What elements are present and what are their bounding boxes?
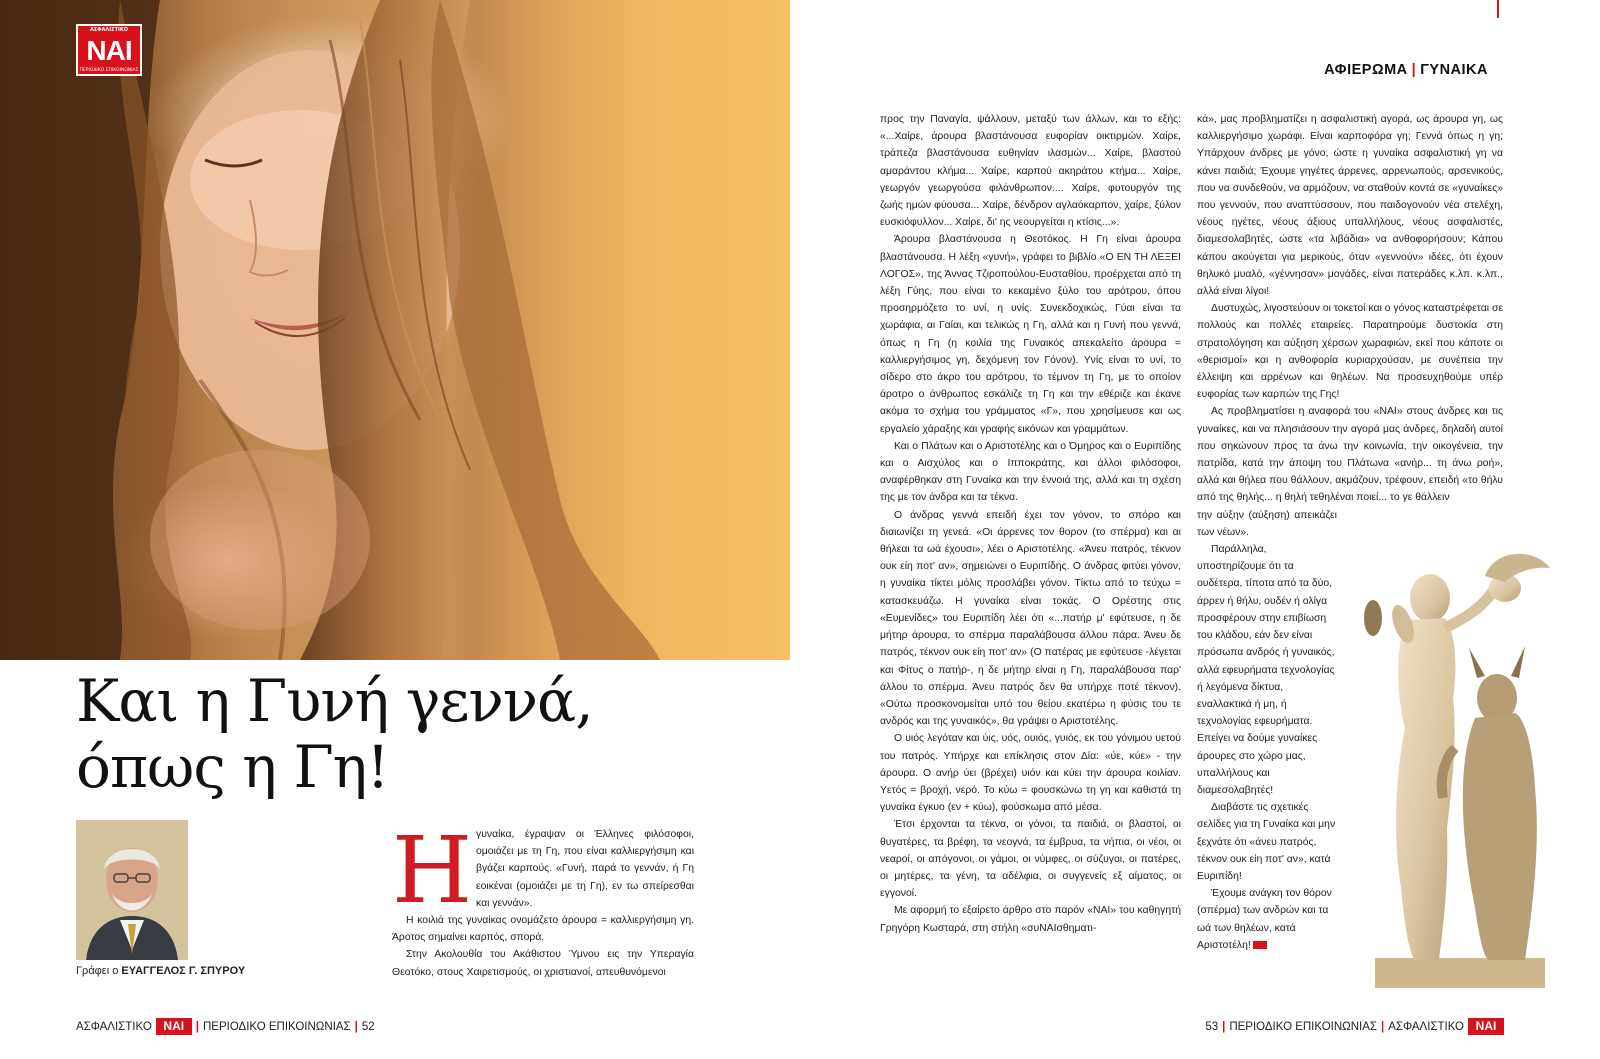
column-b-paragraph: Διαβάστε τις σχετικές σελίδες για τη Γυναίκα και μην ξεχνάτε ότι «άνευ πατρός, τέκνον ουκ είη ποτ' αν», κατά Ευριπίδη!	[1197, 802, 1336, 882]
column-a-paragraph: Ο άνδρας γεννά επειδή έχει τον γόνον, το σπόρο και διαιωνίζει τη γενεά. «Οι άρρενες τον θορον (το σπέρμα) και αι θήλεαι τα ωά έχουσι», λέει ο Αριστοτέλης. «Άνευ πατρός, τέκνον ουκ είη ποτ' αν», σημειώνει ο Ευριπίδης. Ο άνδρας φιτύει γόνον, η γυναίκα τίκτει μόλις προσλάβει γόνον. Τίκτω από το τεύχω = κατασκευάζω. Η γυναίκα είναι τοκάς. Ο Ορέστης στις «Ευμενίδες» του Ευριπίδη λέει ότι «...πατήρ μ' εφύτευσε, η δε μήτηρ άρουρα, το σπέρμα παραλάβουσα άλλου πάρα. Άνευ δε πατρός, τέκνον ουκ είη ποτ' αν» (Ο πατέρας με εφύτευσε -λέγεται και Φίτυς ο πατήρ-, η δε μήτηρ είναι η Γη, παραλάβουσα παρ' άλλου το σπέρμα. Άνευ πατρός δεν θα υπήρχε ποτέ τέκνον). «Ούτω προσκονομείται υπό του θείου εκατέρω η φύσις του τε ανδρός και της γυναικός», θα γράψει ο Αριστοτέλης.	[880, 509, 1181, 728]
byline-prefix: Γράφει ο	[76, 965, 119, 977]
byline	[76, 965, 245, 977]
author-name: ΕΥΑΓΓΕΛΟΣ Γ. ΣΠΥΡΟΥ	[121, 965, 246, 977]
section-separator: |	[1411, 62, 1417, 78]
column-a-paragraph: Και ο Πλάτων και ο Αριστοτέλης και ο Όμηρος και ο Ευριπίδης και ο Αισχύλος και ο Ιπποκράτης, και άλλοι φιλόσοφοι, αναφέρθηκαν στη Γυναίκα και την έννοιά της, αλλά και τη σχέση της με τον άνδρα και τα τέκνα.	[880, 440, 1181, 504]
section-label: ΑΦΙΕΡΩΜΑ	[1324, 62, 1408, 78]
page-number-right: 53	[1205, 1020, 1219, 1033]
column-b-paragraph: Ας προβληματίσει η αναφορά του «ΝΑΙ» στους άνδρες και τις γυναίκες, και να πλησιάσουν την αγορά μας άνδρες, δηλαδή αυτοί που σηκώνουν προς τα άνω την κοινωνία, την οικογένεια, την πατρίδα, κατά την άποψη του Πλάτωνα «ανήρ... τη άνω ροή», αλλά και θήλεα που θάλλουν, ακμάζουν, τρέφουν, επειδή «το θήλυ από της θηλής... η θηλή τεθηλέναι ποιεί... το γε θάλλειν	[1197, 406, 1503, 504]
left-page	[0, 0, 790, 1059]
footer-logo: ΝΑΙ	[1468, 1018, 1504, 1035]
footer-periodical: ΠΕΡΙΟΔΙΚΟ ΕΠΙΚΟΙΝΩΝΙΑΣ	[1229, 1020, 1378, 1033]
column-b-paragraph	[1197, 885, 1337, 954]
left-page-footer	[76, 1018, 375, 1035]
column-a-paragraph: Έτσι έρχονται τα τέκνα, οι γόνοι, τα παιδιά, οι βλαστοί, οι θυγατέρες, τα βρέφη, τα νεογνά, τα έμβρυα, τα νήπια, οι νέοι, οι νεαροί, οι απόγονοι, οι γάμοι, οι νύμφες, οι σύζυγοι, οι πατέρες, οι μητέρες, τα γένη, τα αδέλφια, οι συγγενείς εξ αίματος, οι εγγονοί.	[880, 819, 1181, 900]
footer-separator: |	[1381, 1020, 1385, 1033]
page-number-left: 52	[361, 1020, 375, 1033]
headline-line-1: Και η Γυνή γεννά,	[76, 667, 593, 735]
cover-photo	[0, 0, 790, 660]
section-title	[1324, 62, 1488, 78]
column-a-paragraph: Ο υιός λεγόταν και ύις, υός, ουιός, γυιός, εκ του γόνιμου υετού του πατρός. Υπήρχε και επίκλησις στον Δία: «ύε, κύε» - την άρουρα. Ο ανήρ ύει (βρέχει) υιόν και κύει την άρουρα κοιλίαν. Υετός = βροχή, νερό. Το κύω = φουσκώνω τη γη και καθιστά τη γυναίκα έγκυο (εν + κύω), φούσκωμα από μέσα.	[880, 733, 1181, 814]
author-photo	[76, 820, 188, 960]
footer-periodical: ΠΕΡΙΟΔΙΚΟ ΕΠΙΚΟΙΝΩΝΙΑΣ	[202, 1020, 351, 1033]
logo-top-label: ΑΣΦΑΛΙΣΤΙΚΟ	[90, 27, 128, 33]
aphrodite-pan-statue	[1335, 548, 1567, 990]
logo-sub-label: ΠΕΡΙΟΔΙΚΟ ΕΠΙΚΟΙΝΩΝΙΑΣ	[79, 68, 139, 73]
footer-separator: |	[354, 1020, 358, 1033]
article-intro-column	[392, 817, 694, 986]
column-a-paragraph: Με αφορμή το εξαίρετο άρθρο στο παρόν «ΝΑΙ» του καθηγητή Γρηγόρη Κωσταρά, στη στήλη «συΝΑΙσθηματι-	[880, 905, 1181, 934]
closing-paragraph: Έχουμε ανάγκη τον θόρον (σπέρμα) των ανδρών και τα ωά των θηλέων, κατά Αριστοτέλη!	[1197, 888, 1332, 951]
hair-illustration	[0, 0, 790, 660]
drop-cap: Η	[392, 817, 473, 924]
footer-mag-name: ΑΣΦΑΛΙΣΤΙΚΟ	[76, 1020, 152, 1033]
footer-separator: |	[1222, 1020, 1226, 1033]
column-b-paragraph: την αύξην (αύξηση) απεικάζει των νέων».	[1197, 509, 1337, 538]
end-of-article-mark	[1253, 941, 1267, 949]
footer-separator: |	[195, 1020, 199, 1033]
column-a-paragraph: προς την Παναγία, ψάλλουν, μεταξύ των άλλων, και το εξής: «...Χαίρε, άρουρα βλαστάνουσα ευφορίαν οικτιρμών. Χαίρε, τράπεζα βλαστάνουσα ευθηνίαν ιλασμών... Χαίρε, βλαστού αμαράντου κλήμα... Χαίρε, καρπού ακηράτου κτήμα... Χαίρε, γεωργόν γεωργούσα φιλάνθρωπον.... Χαίρε, φυτουργόν της ζωής ημών φύουσα... Χαίρε, δένδρον αγλαόκαρπον, χαίρε, ξύλον ευσκιόφυλλον... Χαίρε, δι' ης νεουργείται η κτίσις...».	[880, 114, 1181, 229]
magazine-logo	[76, 24, 142, 76]
article-headline	[76, 668, 716, 800]
statue-image	[1335, 548, 1567, 990]
column-b-paragraph: κά», μας προβληματίζει η ασφαλιστική αγορά, ως άρουρα γη, ως καλλιεργήσιμο χωράφι. Είναι καρποφόρα γη; Γεννά όπως η γη; Υπάρχουν άνδρες με γόνο, ώστε η γυναίκα ασφαλιστική γη να κάνει παιδιά; Έχουμε γηγέτες άρρενες, αρρενωπούς, αρσενικούς, που να συνδεθούν, να αρμόζουν, να σταθούν κοντά σε «γυναίκες» που γεννούν, που αναπτύσσουν, που παιδογονούν νέα στελέχη, νέους ηγέτες, νέους άξιους υπαλλήλους, νέους ασφαλιστές, διαμεσολαβητές, ώστε «τα λιβάδια» να ανθοφορήσουν; Κάπου κάπου ακούγεται για μερικούς, όταν «γεννούν» ιδέες, ότι έχουν θηλυκό μυαλό, «γέννησαν» μονάδες, είναι πατεράδες κ.λπ. κ.λπ., αλλά είναι λίγοι!	[1197, 114, 1503, 298]
intro-paragraph-2: Η κοιλιά της γυναίκας ονομάζετο άρουρα = καλλιεργήσιμη γη. Άροτος σημαίνει καρπός, σπορά.	[392, 915, 694, 944]
author-portrait	[76, 820, 188, 960]
column-b-paragraph: Παράλληλα, υποστηρίζουμε ότι τα ουδέτερα, τίποτα από τα δύο, άρρεν ή θήλυ, ουδέν ή ολίγα προσφέρουν στην επιβίωση του κλάδου, εάν δεν είναι πρόσωπα ανδρός ή γυναικός, αλλά εφευρήματα τεχνολογίας ή λεγόμενα δίκτυα, εναλλακτικά ή μη, ή τεχνολογίας εφευρήματα. Επείγει να δούμε γυναίκες άρουρες στο χώρο μας, υπαλλήλους και διαμεσολαβητές!	[1197, 544, 1335, 796]
section-topic: ΓΥΝΑΙΚΑ	[1420, 62, 1488, 78]
headline-line-2: όπως η Γη!	[76, 733, 389, 801]
column-b-paragraph: Δυστυχώς, λιγοστεύουν οι τοκετοί και ο γόνος καταστρέφεται σε πολλούς και πολλές εταιρείες. Παρατηρούμε δυστοκία στη στρατολόγηση και αύξηση χέρσων χωραφιών, εκεί που κάποτε οι «θερισμοί» και η ανθοφορία κυριαρχούσαν, με συνέπεια την έλλειψη και αρρένων και θηλέων. Να προσευχηθούμε υπέρ ευφορίας των καρπών της Γης!	[1197, 303, 1503, 401]
right-page	[800, 0, 1600, 1059]
footer-mag-name: ΑΣΦΑΛΙΣΤΙΚΟ	[1388, 1020, 1464, 1033]
article-column-a	[880, 111, 1181, 991]
intro-paragraph-1: γυναίκα, έγραψαν οι Έλληνες φιλόσοφοι, ομοιάζει με τη Γη, που είναι καλλιεργήσιμη και βγάζει καρπούς. «Γυνή, παρά το γεννάν, ή Γη εοικέναι (ομοιάζει με τη Γη), εν τω σπείρεσθαι και γεννάν».	[476, 829, 694, 909]
column-a-paragraph: Άρουρα βλαστάνουσα η Θεοτόκος. Η Γη είναι άρουρα βλαστάνουσα. Η λέξη «γυνή», γράφει το βιβλίο «Ο ΕΝ ΤΗ ΛΕΞΕΙ ΛΟΓΟΣ», της Άννας Τζιροπούλου-Ευσταθίου, προέρχεται από τη λέξη Γύης, που είναι το κεκαμένο ξύλο του αρότρου, όπου προσηρμόζετο το υνί, η υνίς. Συνεκδοχικώς, Γύαι είναι τα χωράφια, αι Γαίαι, και τελικώς η Γη, αλλά και η Γυνή που γεννά, όπως η Γη (η κοιλία της Γυναικός απεκαλείτο άρουρα = καλλιεργήσιμος γη, δεχόμενη τον Γόνον). Υνίς είναι το υνί, το σίδερο στο άκρο του αρότρου, το τέμνον τη Γη, με το οποίον άροτρο ο άνθρωπος εσκάλιζε τη Γη και την εθέριζε και έκανε ακόμα το σχήμα του γράμματος «Γ», που χρησίμευσε και ως εργαλείο χάραξης και γραφής εικόνων και γραμμάτων.	[880, 234, 1181, 435]
intro-paragraph-3: Στην Ακολουθία του Ακάθιστου Ύμνου εις την Υπεραγία Θεοτόκο, στους Χαιρετισμούς, οι χριστιανοί, απευθυνόμενοι	[392, 949, 694, 978]
footer-logo: ΝΑΙ	[156, 1018, 192, 1035]
top-accent-rule	[1497, 0, 1499, 18]
right-page-footer	[1205, 1018, 1504, 1035]
logo-main-label: ΝΑΙ	[86, 35, 132, 66]
